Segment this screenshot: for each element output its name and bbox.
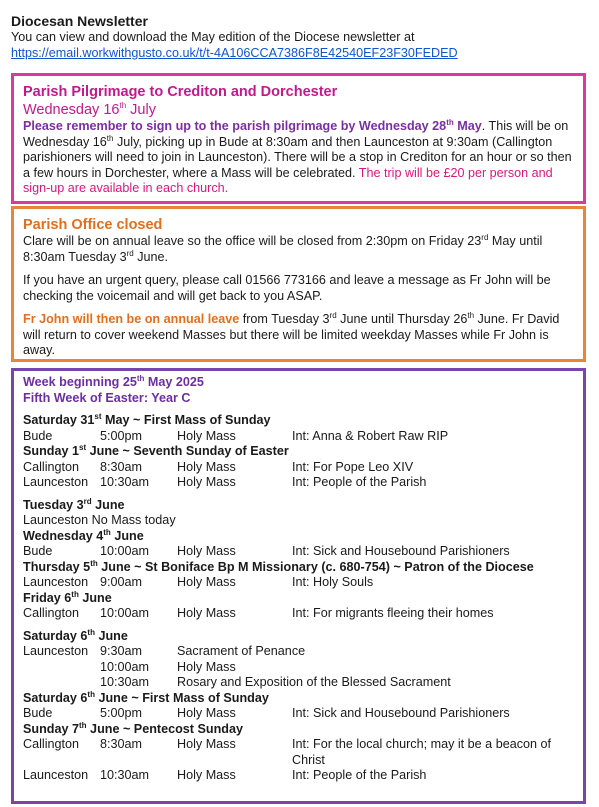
newsletter-link[interactable]: https://email.workwithgusto.co.uk/t/t-4A106CCA7386F8E42540EF23F30FEDED bbox=[11, 45, 458, 60]
pilgrimage-date-sup: th bbox=[119, 101, 127, 111]
liturgical-season: Fifth Week of Easter: Year C bbox=[23, 390, 191, 405]
office-p1-sup2: rd bbox=[126, 248, 134, 258]
signup-reminder-text: Please remember to sign up to the parish pilgrimage by Wednesday 28 bbox=[23, 119, 447, 133]
day-heading: Saturday 6th June ~ First Mass of Sunday bbox=[23, 689, 269, 705]
pilgrimage-details-a: . This will be on Wednesday 16 bbox=[23, 119, 569, 149]
day-heading: Wednesday 4th June bbox=[23, 527, 144, 543]
office-p3-sup1: rd bbox=[329, 310, 337, 320]
mass-row: Launceston 10:30am Holy Mass Int: People of the Parish bbox=[23, 768, 427, 782]
mass-row: Callington 10:00am Holy Mass Int: For migrants fleeing their homes bbox=[23, 606, 494, 620]
day-heading: Saturday 6th June bbox=[23, 627, 128, 643]
mass-row: Bude 5:00pm Holy Mass Int: Anna & Robert Raw RIP bbox=[23, 428, 449, 443]
mass-row: Bude 5:00pm Holy Mass Int: Sick and Housebound Parishioners bbox=[23, 706, 510, 720]
mass-row: Launceston 9:00am Holy Mass Int: Holy Souls bbox=[23, 575, 374, 589]
pilgrimage-date-text: Wednesday 16 bbox=[23, 102, 120, 118]
pilgrimage-date-month: July bbox=[126, 102, 156, 118]
pilgrimage-paragraph bbox=[23, 119, 574, 197]
day-heading: Saturday 31st May ~ First Mass of Sunday bbox=[23, 411, 271, 427]
newsletter-title: Diocesan Newsletter bbox=[11, 13, 148, 29]
pilgrimage-date bbox=[23, 101, 574, 119]
signup-reminder bbox=[23, 119, 482, 133]
signup-reminder-sup: th bbox=[446, 117, 454, 127]
signup-reminder-month: May bbox=[453, 119, 482, 133]
office-p1-sup1: rd bbox=[481, 232, 489, 242]
day-heading: Friday 6th June bbox=[23, 589, 112, 605]
newsletter-text: You can view and download the May edition of the Diocese newsletter at bbox=[11, 30, 415, 44]
pilgrimage-heading: Parish Pilgrimage to Crediton and Dorchester bbox=[23, 84, 338, 100]
fr-john-leave: Fr John will then be on annual leave bbox=[23, 312, 240, 326]
parish-office-box bbox=[11, 206, 586, 362]
mass-row: Launceston 10:30am Holy Mass Int: People of the Parish bbox=[23, 475, 427, 489]
office-p3-b: June until Thursday 26 bbox=[336, 312, 468, 326]
office-heading: Parish Office closed bbox=[23, 217, 163, 233]
office-p1-b: May until 8:30am Tuesday 3 bbox=[23, 234, 543, 264]
day-heading: Sunday 1st June ~ Seventh Sunday of Easter bbox=[23, 442, 289, 458]
diocesan-newsletter-section bbox=[11, 12, 588, 61]
mass-row: Callington 8:30am Holy Mass Int: For Pope Leo XIV bbox=[23, 459, 414, 474]
office-p3-sup2: th bbox=[467, 310, 475, 320]
day-heading: Thursday 5th June ~ St Boniface Bp M Missionary (c. 680-754) ~ Patron of the Diocese bbox=[23, 558, 534, 574]
week-heading-year: May 2025 bbox=[144, 375, 204, 389]
office-p3-c: June. Fr David will return to cover weekend Masses but there will be limited weekday Masses while Fr John is away. bbox=[23, 312, 560, 357]
day-heading: Tuesday 3rd June bbox=[23, 496, 125, 512]
pilgrimage-details-sup: th bbox=[106, 133, 114, 143]
office-paragraph-1 bbox=[23, 234, 574, 265]
mass-row: 10:00am Holy Mass bbox=[100, 659, 236, 674]
mass-row: Launceston 9:30am Sacrament of Penance bbox=[23, 644, 306, 658]
office-paragraph-3 bbox=[23, 312, 574, 359]
mass-times-box bbox=[11, 368, 586, 804]
office-paragraph-2: If you have an urgent query, please call 01566 773166 and leave a message as Fr John will be checking the voicemail and will get back to you ASAP. bbox=[23, 273, 551, 303]
week-heading bbox=[23, 375, 574, 391]
mass-row: Launceston No Mass today bbox=[23, 513, 176, 527]
office-p1-a: Clare will be on annual leave so the office will be closed from 2:30pm on Friday 23 bbox=[23, 234, 482, 248]
week-heading-text: Week beginning 25 bbox=[23, 375, 137, 389]
office-p1-c: June. bbox=[133, 249, 169, 264]
pilgrimage-details-b: July, picking up in Bude at 8:30am and then Launceston at 9:30am (Callington parishioners will need to join in Launceston). There will be a stop in Crediton for an hour or so then a few hours in Dorchester, where a Mass will be celebrated. bbox=[23, 134, 572, 180]
office-p3-a: from Tuesday 3 bbox=[239, 312, 330, 326]
week-heading-sup: th bbox=[136, 373, 145, 383]
mass-row: 10:30am Rosary and Exposition of the Blessed Sacrament bbox=[100, 675, 451, 689]
mass-row: Bude 10:00am Holy Mass Int: Sick and Housebound Parishioners bbox=[23, 544, 510, 558]
day-heading: Sunday 7th June ~ Pentecost Sunday bbox=[23, 720, 243, 736]
mass-row: Callington 8:30am Holy Mass Int: For the local church; may it be a beacon of Christ bbox=[23, 737, 552, 767]
pilgrimage-box bbox=[11, 73, 586, 204]
pilgrimage-price: The trip will be £20 per person and sign-up are available in each church. bbox=[23, 165, 553, 195]
